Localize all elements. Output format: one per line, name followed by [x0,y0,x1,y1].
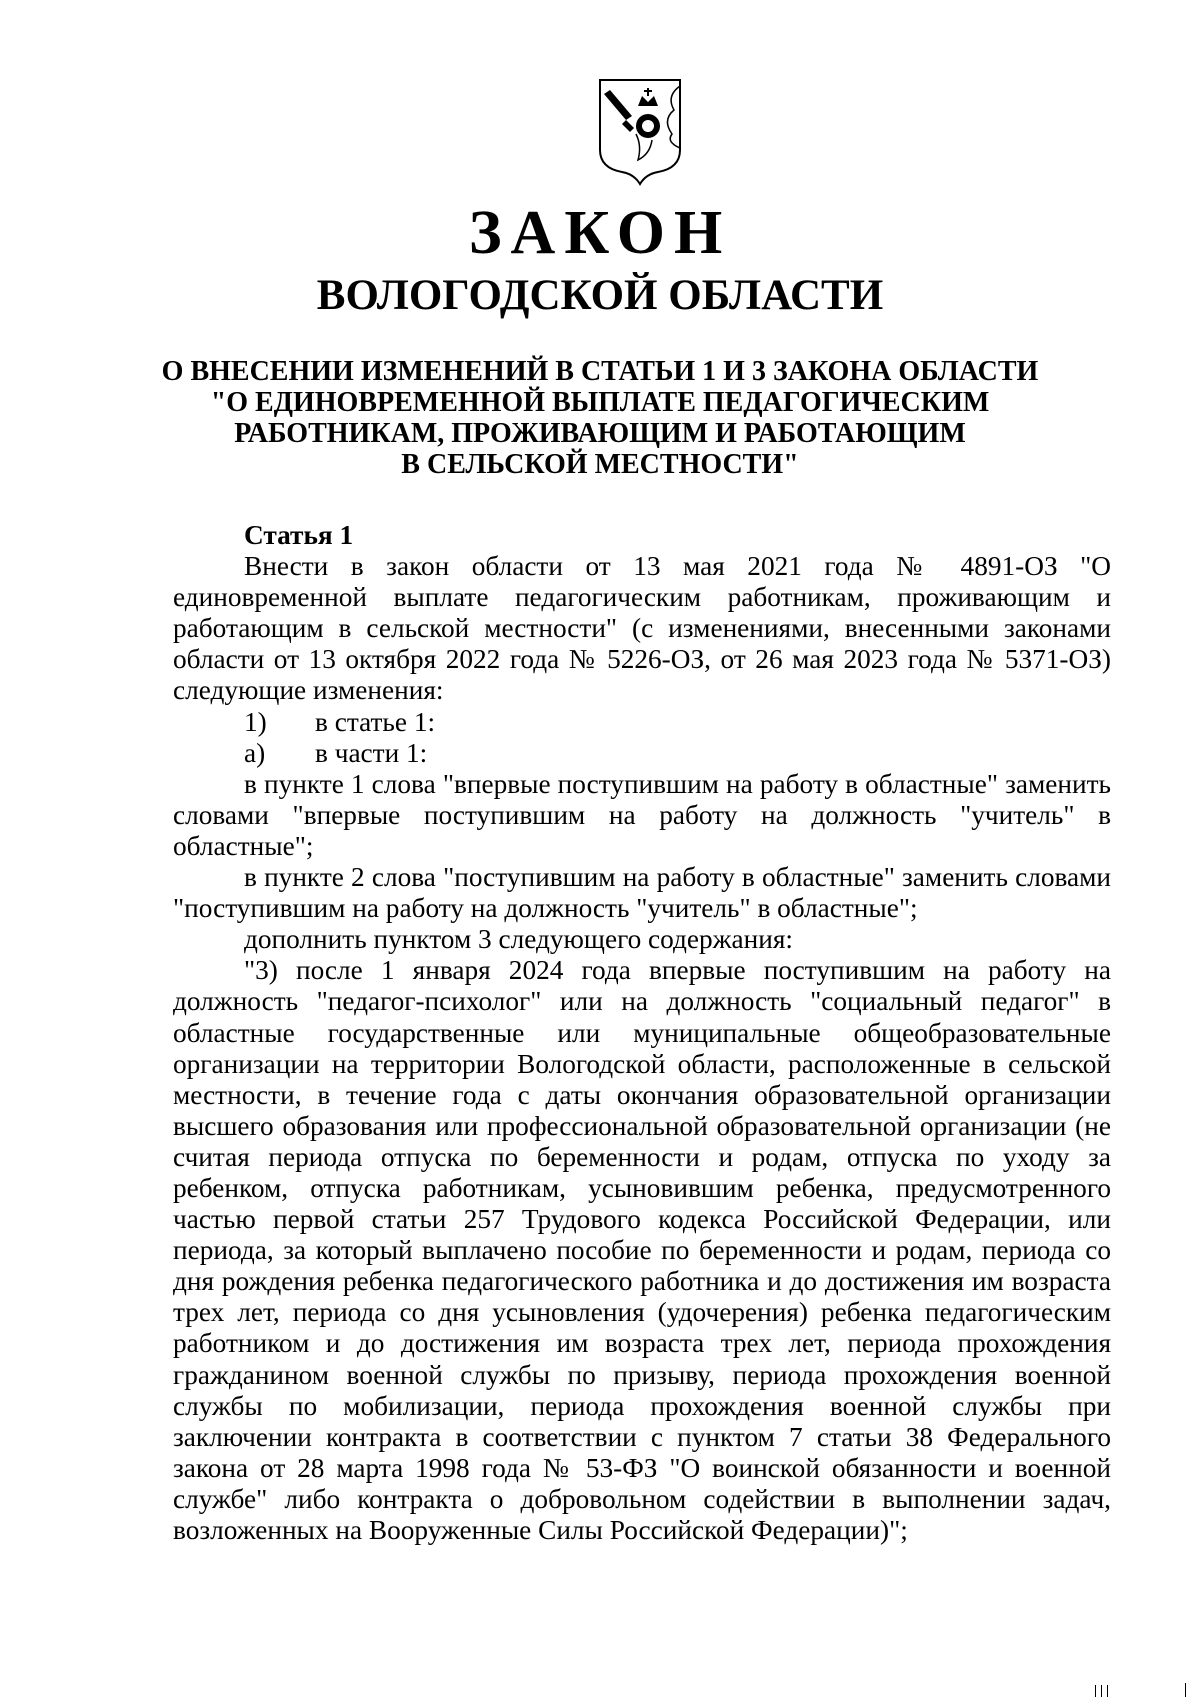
law-heading [0,356,1200,480]
law-title: ЗАКОН [468,199,732,267]
heading-line: "О ЕДИНОВРЕМЕННОЙ ВЫПЛАТЕ ПЕДАГОГИЧЕСКИМ [210,387,990,418]
scan-mark [1095,1685,1096,1697]
heading-line: О ВНЕСЕНИИ ИЗМЕНЕНИЙ В СТАТЬИ 1 И 3 ЗАКОНА ОБЛАСТИ [161,356,1039,387]
scan-marks [1095,1678,1195,1697]
paragraph-point-2: в пункте 2 слова "поступившим на работу в областные" заменить словами "поступившим на работу на должность "учитель" в областные"; [173,862,1111,924]
paragraph-add-point-3: дополнить пунктом 3 следующего содержания: [244,924,794,955]
scan-mark [1101,1685,1102,1697]
heading-line: В СЕЛЬСКОЙ МЕСТНОСТИ" [401,449,799,480]
item-text: в части 1: [315,737,428,768]
list-item-a [173,738,1111,769]
item-text: в статье 1: [315,706,436,737]
document-body [173,520,1111,1546]
item-number: а) [244,737,266,768]
heading-line: РАБОТНИКАМ, ПРОЖИВАЮЩИМ И РАБОТАЮЩИМ [234,418,966,449]
paragraph-point-3-text: "3) после 1 января 2024 года впервые поступившим на работу на должность "педагог-психолог" или на должность "социальный педагог" в областные государственные или муниципальные общеобразовательные организации на территории Вологодской области, расположенные в сельской местности, в течение года с даты окончания образовательной организации высшего образования или профессиональной образовательной организации (не считая периода отпуска по беременности и родам, отпуска по уходу за ребенком, отпуска работникам, усыновившим ребенка, предусмотренного частью первой статьи 257 Трудового кодекса Российской Федерации, или периода, за который выплачено пособие по беременности и родам, периода со дня рождения ребенка педагогического работника и до достижения им возраста трех лет, периода со дня усыновления (удочерения) ребенка педагогическим работником и до достижения им возраста трех лет, периода прохождения гражданином военной службы по призыву, периода прохождения военной службы по мобилизации, периода прохождения военной службы при заключении контракта в соответствии с пунктом 7 статьи 38 Федерального закона от 28 марта 1998 года № 53-ФЗ "О воинской обязанности и военной службе" либо контракта о добровольном содействии в выполнении задач, возложенных на Вооруженные Силы Российской Федерации)"; [173,955,1111,1545]
scan-mark [1185,1683,1186,1697]
region-title: ВОЛОГОДСКОЙ ОБЛАСТИ [316,272,884,319]
scan-mark [1107,1685,1108,1697]
paragraph-point-1: в пункте 1 слова "впервые поступившим на работу в областные" заменить словами "впервые поступившим на работу на должность "учитель" в областные"; [173,768,1111,861]
article-title: Статья 1 [244,520,354,550]
intro-paragraph: Внести в закон области от 13 мая 2021 года № 4891-ОЗ "О единовременной выплате педагогическим работникам, проживающим и работающим в сельской местности" (с изменениями, внесенными законами области от 13 октября 2022 года № 5226-ОЗ, от 26 мая 2023 года № 5371-ОЗ) следующие изменения: [173,551,1111,706]
coat-of-arms-emblem [596,76,684,186]
list-item-1 [173,707,1111,738]
item-number: 1) [244,706,267,737]
